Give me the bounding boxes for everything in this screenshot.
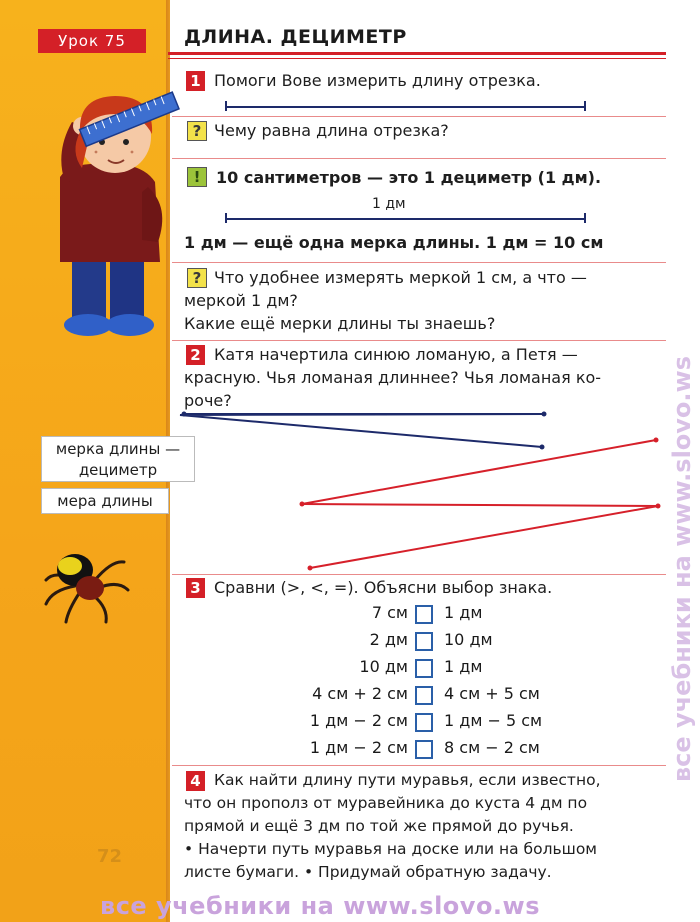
task-2-line-1: Катя начертила синюю ломаную, а Петя — — [214, 345, 578, 364]
compare-box[interactable] — [415, 605, 433, 624]
section-rule — [172, 158, 666, 159]
margin-label-measure-line-2: дециметр — [78, 461, 158, 479]
segment-label-1dm: 1 дм — [372, 196, 406, 212]
task-2-line-2: красную. Чья ломаная длиннее? Чья ломаная ко- — [184, 368, 602, 387]
compare-right: 8 см − 2 см — [444, 738, 540, 757]
compare-left: 1 дм − 2 см — [309, 738, 408, 757]
task-2-number: 2 — [186, 345, 205, 365]
compare-right: 4 см + 5 см — [444, 684, 540, 703]
compare-right: 1 дм — [444, 603, 483, 622]
page-number: 72 — [97, 846, 123, 867]
section-rule — [172, 340, 666, 341]
rule-sign-icon: ! — [187, 167, 207, 187]
margin-label-measure — [41, 436, 195, 482]
compare-left: 2 дм — [369, 630, 408, 649]
watermark-side — [668, 170, 698, 790]
page-title: ДЛИНА. ДЕЦИМЕТР — [184, 26, 407, 48]
watermark-bottom: все учебники на www.slovo.ws — [100, 892, 540, 920]
compare-box[interactable] — [415, 659, 433, 678]
task-1-segment-tick-left — [225, 101, 227, 111]
polylines-figure — [170, 400, 670, 580]
task-3-text: Сравни (>, <, =). Объясни выбор знака. — [214, 578, 553, 597]
red-polyline — [302, 440, 658, 568]
compare-box[interactable] — [415, 686, 433, 705]
compare-box[interactable] — [415, 740, 433, 759]
compare-left: 4 см + 2 см — [312, 684, 408, 703]
blue-polyline — [180, 414, 544, 447]
task-1-segment-tick-right — [584, 101, 586, 111]
spider-illustration — [40, 540, 130, 625]
compare-box[interactable] — [415, 632, 433, 651]
task-4-number: 4 — [186, 771, 205, 791]
compare-left: 10 дм — [359, 657, 408, 676]
task-3-number: 3 — [186, 578, 205, 598]
question-sign-icon: ? — [187, 268, 207, 288]
title-underline-thin — [168, 58, 666, 59]
compare-right: 1 дм − 5 см — [444, 711, 543, 730]
decimeter-segment — [226, 218, 586, 220]
task-4-line-2: что он прополз от муравейника до куста 4 дм по — [184, 794, 588, 812]
margin-label-measure-line-1: мерка длины — — [55, 440, 181, 458]
question-2-line-1: Что удобнее измерять меркой 1 см, а что — — [214, 268, 587, 287]
task-4-line-1: Как найти длину пути муравья, если известно, — [214, 771, 601, 789]
title-underline — [168, 52, 666, 55]
compare-left: 7 см — [371, 603, 408, 622]
compare-right: 1 дм — [444, 657, 483, 676]
question-1-text: Чему равна длина отрезка? — [214, 121, 449, 140]
rule-text: 10 сантиметров — это 1 дециметр (1 дм). — [216, 168, 602, 187]
decimeter-segment-tick-left — [225, 213, 227, 223]
compare-box[interactable] — [415, 713, 433, 732]
task-4-line-4: • Начерти путь муравья на доске или на большом — [184, 840, 597, 858]
lesson-tab: Урок 75 — [38, 29, 146, 53]
question-2-line-2: меркой 1 дм? — [184, 291, 298, 310]
task-4-line-3: прямой и ещё 3 дм по той же прямой до ручья. — [184, 817, 574, 835]
task-1-text: Помоги Вове измерить длину отрезка. — [214, 71, 541, 90]
task-2-line-3: роче? — [184, 391, 232, 410]
compare-left: 1 дм − 2 см — [309, 711, 408, 730]
task-1-number: 1 — [186, 71, 205, 91]
section-rule — [172, 574, 666, 575]
decimeter-segment-tick-right — [584, 213, 586, 223]
boy-illustration — [30, 82, 190, 344]
task-1-segment — [226, 106, 586, 108]
question-sign-icon: ? — [187, 121, 207, 141]
section-rule — [172, 262, 666, 263]
margin-label-mera: мера длины — [41, 488, 169, 514]
task-4-line-5: листе бумаги. • Придумай обратную задачу. — [184, 863, 552, 881]
section-rule — [172, 765, 666, 766]
section-rule — [172, 116, 666, 117]
watermark-side-text: все учебники на www.slovo.ws — [668, 356, 696, 782]
compare-right: 10 дм — [444, 630, 493, 649]
rule-line-2: 1 дм — ещё одна мерка длины. 1 дм = 10 см — [184, 233, 604, 252]
question-2-line-3: Какие ещё мерки длины ты знаешь? — [184, 314, 496, 333]
